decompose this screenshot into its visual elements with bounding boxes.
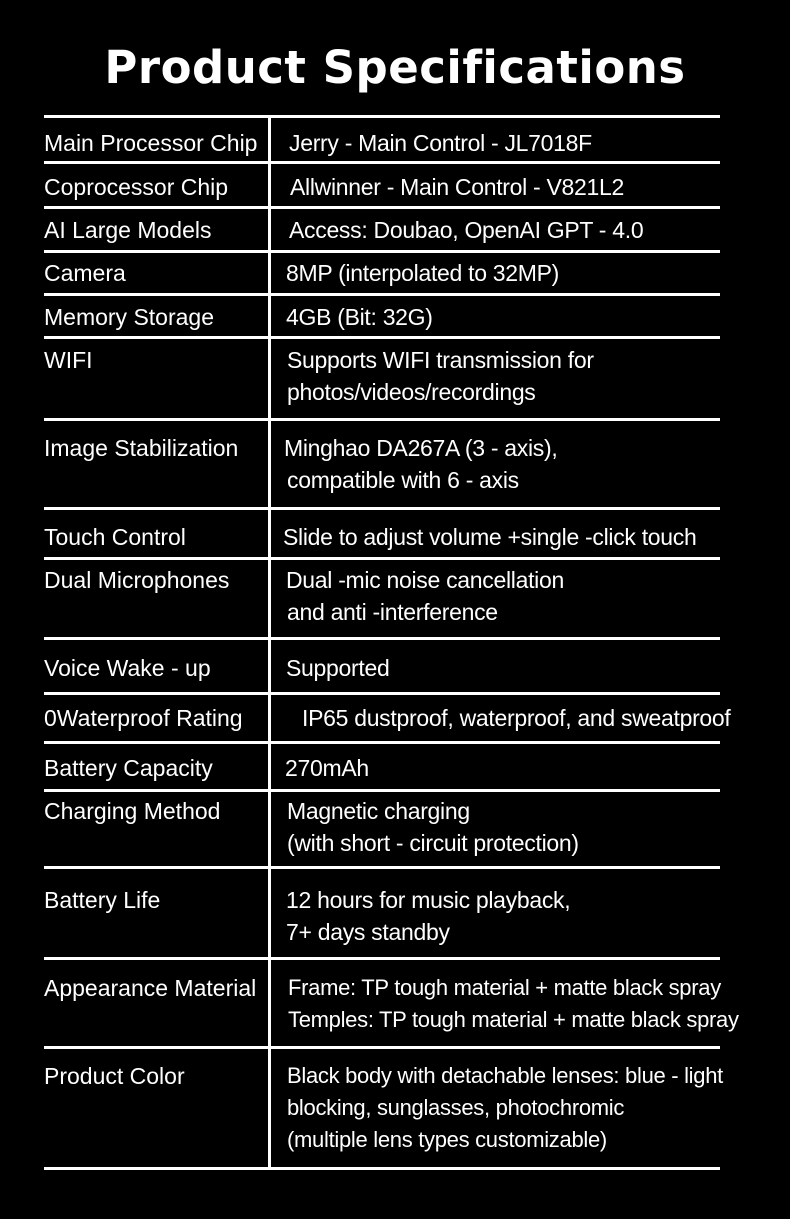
spec-label-waterproof-rating: 0Waterproof Rating — [44, 705, 243, 731]
row-divider — [44, 1167, 720, 1170]
spec-label-main-processor-chip: Main Processor Chip — [44, 130, 258, 156]
spec-value-appearance-material: Frame: TP tough material + matte black spray Temples: TP tough material + matte black spray — [288, 975, 739, 1032]
row-divider — [44, 741, 720, 744]
row-divider — [44, 957, 720, 960]
spec-value-camera: 8MP (interpolated to 32MP) — [286, 260, 560, 286]
spec-value-battery-life: 12 hours for music playback, 7+ days standby — [286, 887, 571, 945]
spec-value-main-processor-chip: Jerry - Main Control - JL7018F — [289, 130, 592, 156]
spec-value-wifi: Supports WIFI transmission for photos/videos/recordings — [287, 347, 594, 405]
spec-label-charging-method: Charging Method — [44, 798, 221, 824]
spec-value-charging-method: Magnetic charging (with short - circuit protection) — [287, 798, 579, 856]
spec-value-touch-control: Slide to adjust volume +single -click touch — [283, 524, 697, 550]
spec-label-camera: Camera — [44, 260, 126, 286]
spec-value-dual-microphones: Dual -mic noise cancellation and anti -interference — [286, 567, 564, 625]
row-divider — [44, 637, 720, 640]
spec-value-image-stabilization: Minghao DA267A (3 - axis), compatible with 6 - axis — [284, 435, 558, 493]
row-divider — [44, 692, 720, 695]
spec-value-battery-capacity: 270mAh — [285, 755, 369, 781]
row-divider — [44, 1046, 720, 1049]
spec-label-voice-wake-up: Voice Wake - up — [44, 655, 211, 681]
spec-label-ai-large-models: AI Large Models — [44, 217, 212, 243]
spec-label-battery-capacity: Battery Capacity — [44, 755, 213, 781]
row-divider — [44, 293, 720, 296]
row-divider — [44, 115, 720, 118]
spec-label-coprocessor-chip: Coprocessor Chip — [44, 174, 229, 200]
page-title: Product Specifications — [104, 41, 686, 94]
spec-label-wifi: WIFI — [44, 347, 93, 373]
column-divider — [268, 117, 271, 1169]
row-divider — [44, 250, 720, 253]
spec-value-coprocessor-chip: Allwinner - Main Control - V821L2 — [290, 174, 624, 200]
spec-value-product-color: Black body with detachable lenses: blue - light blocking, sunglasses, photochromic (multiple lens types customizable) — [287, 1063, 723, 1152]
spec-value-memory-storage: 4GB (Bit: 32G) — [286, 304, 433, 330]
row-divider — [44, 206, 720, 209]
row-divider — [44, 161, 720, 164]
spec-label-touch-control: Touch Control — [44, 524, 186, 550]
spec-label-battery-life: Battery Life — [44, 887, 161, 913]
spec-label-product-color: Product Color — [44, 1063, 185, 1089]
spec-value-voice-wake-up: Supported — [286, 655, 390, 681]
spec-label-appearance-material: Appearance Material — [44, 975, 257, 1001]
spec-value-ai-large-models: Access: Doubao, OpenAI GPT - 4.0 — [289, 217, 644, 243]
spec-label-dual-microphones: Dual Microphones — [44, 567, 230, 593]
row-divider — [44, 789, 720, 792]
row-divider — [44, 557, 720, 560]
spec-label-image-stabilization: Image Stabilization — [44, 435, 239, 461]
row-divider — [44, 507, 720, 510]
row-divider — [44, 336, 720, 339]
row-divider — [44, 418, 720, 421]
spec-label-memory-storage: Memory Storage — [44, 304, 215, 330]
row-divider — [44, 866, 720, 869]
spec-value-waterproof-rating: IP65 dustproof, waterproof, and sweatproof — [302, 705, 731, 731]
